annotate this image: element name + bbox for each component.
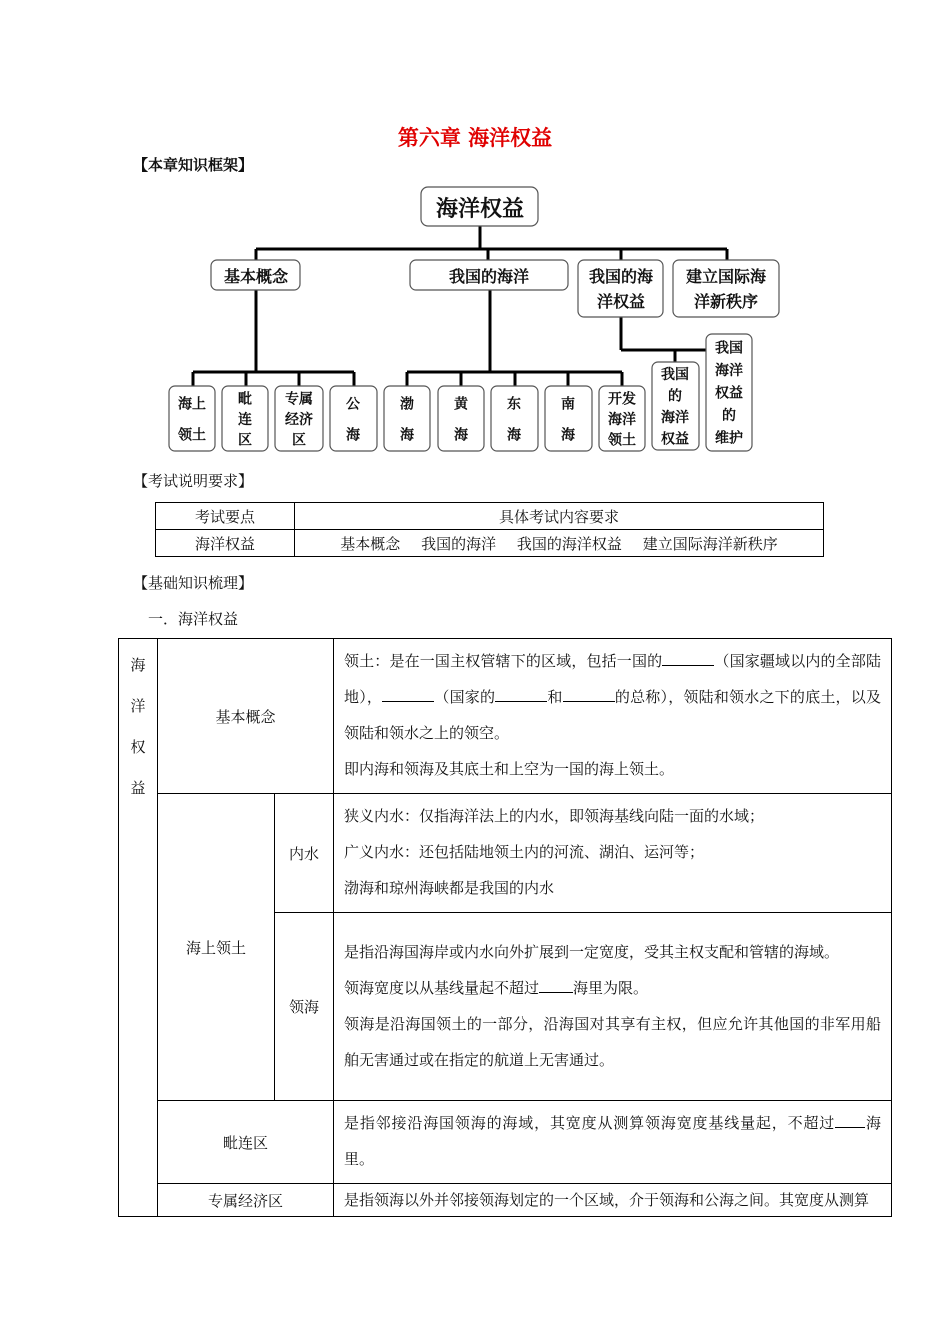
framework-heading: 【本章知识框架】 — [133, 156, 254, 174]
sea-label: 开发 — [608, 391, 636, 408]
level1-label: 洋新秩序 — [693, 292, 759, 311]
table-header-cell: 考试要点 — [156, 503, 295, 530]
concept-label: 领土 — [178, 427, 206, 444]
category-label: 海上领土 — [158, 794, 275, 1101]
exam-requirements-table — [155, 502, 824, 557]
territorial-sea-text: 是指沿海国海岸或内水向外扩展到一定宽度，受其主权支配和管辖的海域。 领海宽度以从基线量起不超过 海里为限。 领海是沿海国领土的一部分，沿海国对其享有主权，但应允许其他国的非军用船舶无害通过或在指定的航道上无害通过。 — [334, 913, 892, 1101]
rights-label: 的 — [722, 408, 736, 425]
part-heading: 一．海洋权益 — [148, 610, 239, 628]
concept-label: 区 — [238, 432, 252, 449]
table-cell-key: 海洋权益 — [156, 530, 295, 557]
rights-label: 权益 — [715, 385, 743, 402]
category-label: 毗连区 — [158, 1101, 334, 1184]
side-char: 益 — [130, 779, 146, 797]
table-header-cell: 具体考试内容要求 — [295, 503, 824, 530]
level1-label: 我国的海洋 — [448, 267, 530, 286]
exam-item: 我国的海洋权益 — [516, 534, 622, 553]
sea-label: 海 — [454, 427, 468, 444]
concept-label: 海上 — [178, 396, 206, 413]
concept-label: 专属 — [285, 391, 313, 408]
sea-label: 东 — [507, 396, 521, 413]
basics-heading: 【基础知识梳理】 — [133, 574, 254, 592]
level1-label: 建立国际海 — [685, 267, 767, 286]
level1-label: 基本概念 — [223, 267, 289, 286]
sea-label: 海 — [400, 427, 414, 444]
concept-label: 经济 — [285, 412, 313, 429]
rights-label: 海洋 — [715, 362, 743, 379]
sea-label: 渤 — [400, 396, 414, 413]
side-char: 权 — [130, 738, 146, 756]
side-char: 海 — [130, 656, 146, 674]
sea-label: 南 — [561, 396, 575, 413]
table-row — [119, 639, 892, 794]
inner-water-text: 狭义内水：仅指海洋法上的内水，即领海基线向陆一面的水域； 广义内水：还包括陆地领土内的河流、湖泊、运河等； 渤海和琼州海峡都是我国的内水 — [334, 794, 892, 913]
rights-label: 的 — [668, 388, 682, 405]
subcategory-label: 内水 — [275, 794, 334, 913]
exam-item: 我国的海洋 — [421, 534, 497, 553]
category-label: 专属经济区 — [158, 1184, 334, 1217]
rights-label: 我国 — [715, 340, 743, 357]
concept-label: 区 — [292, 432, 306, 449]
rights-label: 海洋 — [661, 409, 689, 426]
eez-text: 是指领海以外并邻接领海划定的一个区域，介于领海和公海之间。其宽度从测算 — [334, 1184, 892, 1217]
ocean-rights-table — [118, 638, 892, 1217]
sea-label: 海洋 — [608, 412, 636, 429]
concept-label: 公 — [346, 396, 360, 413]
concept-label: 海 — [346, 427, 360, 444]
subcategory-label: 领海 — [275, 913, 334, 1101]
sea-label: 领土 — [608, 432, 636, 449]
side-char: 洋 — [130, 697, 146, 715]
exam-item: 建立国际海洋新秩序 — [642, 534, 778, 553]
table-cell-items — [295, 530, 824, 557]
level1-label: 洋权益 — [596, 292, 646, 311]
rights-label: 我国 — [661, 366, 689, 383]
concept-label: 连 — [238, 412, 252, 429]
category-label: 基本概念 — [158, 639, 334, 794]
table-row — [119, 1101, 892, 1184]
concept-label: 毗 — [238, 391, 252, 408]
rights-label: 权益 — [661, 431, 689, 448]
sea-label: 海 — [507, 427, 521, 444]
exam-heading: 【考试说明要求】 — [133, 472, 254, 490]
side-label-cell — [119, 639, 158, 1217]
table-row — [156, 530, 824, 557]
knowledge-framework-diagram — [0, 0, 950, 470]
basic-concept-text: 领土：是在一国主权管辖下的区域，包括一国的 （国家疆域以内的全部陆地）， （国家的 和 的总称），领陆和领水之下的底土，以及领陆和领水之上的领空。 即内海和领海及其底土和上空为一国的海上领土。 — [334, 639, 892, 794]
table-row — [119, 1184, 892, 1217]
exam-item: 基本概念 — [340, 534, 401, 553]
level1-label: 我国的海 — [588, 267, 654, 286]
rights-label: 维护 — [715, 430, 743, 447]
contiguous-zone-text: 是指邻接沿海国领海的海域，其宽度从测算领海宽度基线量起，不超过 海里。 — [334, 1101, 892, 1184]
root-label: 海洋权益 — [435, 197, 525, 222]
sea-label: 海 — [561, 427, 575, 444]
table-row — [119, 794, 892, 913]
sea-label: 黄 — [454, 396, 468, 413]
table-header-row — [156, 503, 824, 530]
chapter-title: 第六章 海洋权益 — [397, 126, 553, 150]
